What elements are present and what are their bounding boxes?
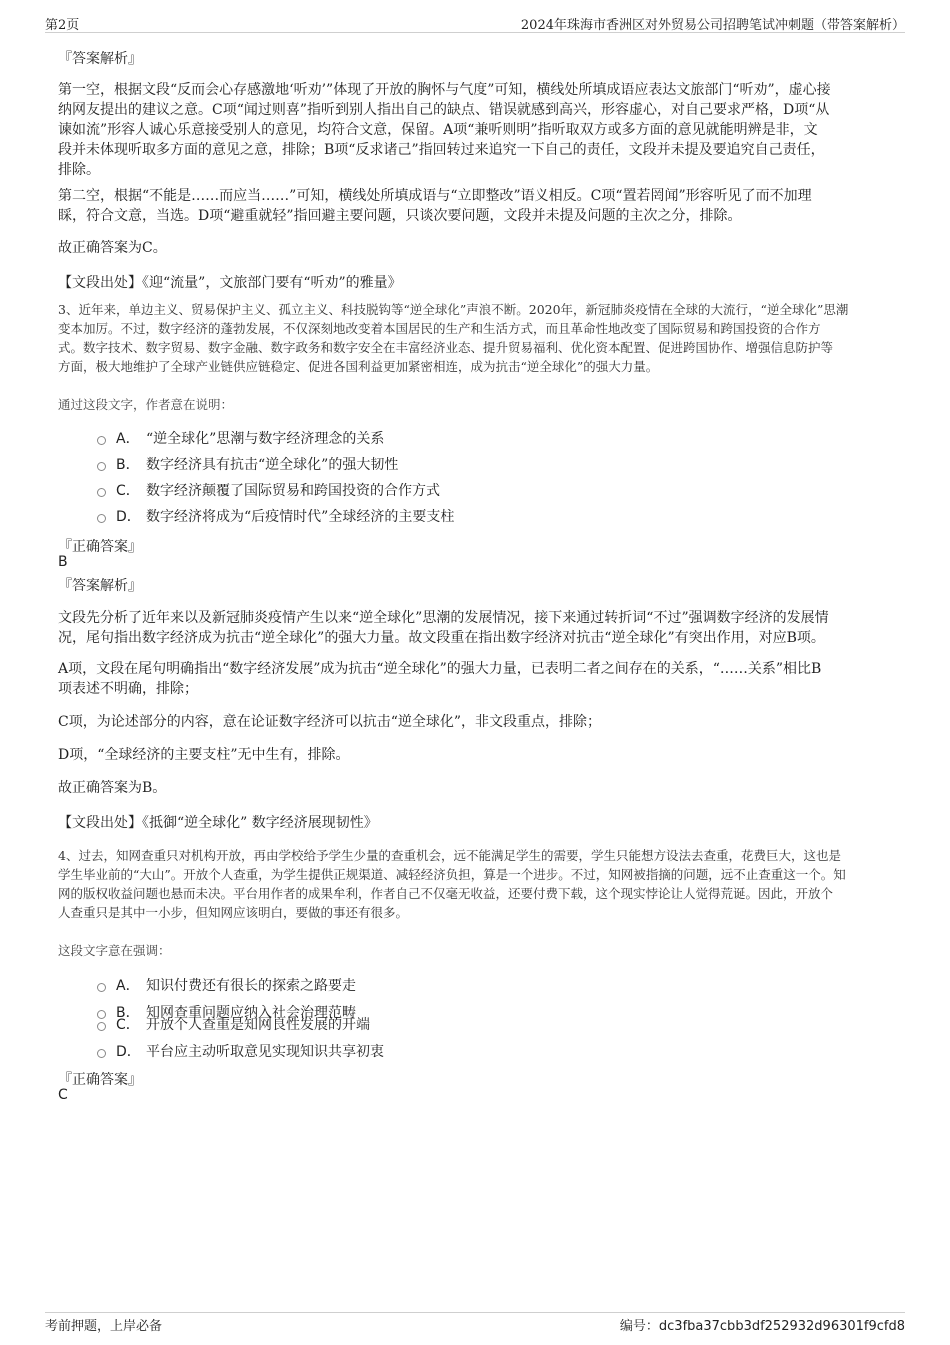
radio-icon[interactable]	[97, 983, 106, 992]
q3-prompt: 通过这段文字，作者意在说明：	[58, 397, 234, 412]
text-line: 网的版权收益问题也悬而未决。平台用作者的成果牟利，作者自己不仅毫无收益，还要付费下载，这个现实悖论让人觉得荒诞。因此，开放个	[58, 886, 834, 901]
text-line: 变本加厉。不过，数字经济的蓬勃发展，不仅深刻地改变着本国居民的生产和生活方式，而且革命性地改变了国际贸易和跨国投资的合作方	[58, 321, 821, 336]
option-text: 知识付费还有很长的探索之路要走	[146, 978, 356, 994]
text-line: 段并未体现听取多方面的意见之意，排除；B项“反求诸己”指回转过来追究一下自己的责任，文段并未提及要追究自己责任，	[58, 142, 825, 158]
q4-option-c[interactable]	[97, 1014, 370, 1034]
q3-option-d[interactable]	[97, 506, 454, 526]
q4-prompt: 这段文字意在强调：	[58, 943, 171, 958]
q3-analysis-1	[58, 608, 898, 648]
text-line: 纳网友提出的建议之意。C项“闻过则喜”指听到别人指出自己的缺点、错误就感到高兴，形容虚心，对自己要求严格，D项“从	[58, 102, 830, 118]
analysis-tag: 『答案解析』	[58, 578, 142, 594]
q4-option-a[interactable]	[97, 975, 356, 995]
option-text: 数字经济将成为“后疫情时代”全球经济的主要支柱	[146, 509, 455, 525]
q2-analysis-para1	[58, 80, 898, 180]
radio-icon[interactable]	[97, 436, 106, 445]
radio-icon[interactable]	[97, 514, 106, 523]
q3-source: 【文段出处】《抵御“逆全球化” 数字经济展现韧性》	[58, 815, 378, 831]
option-letter: C．	[116, 483, 140, 499]
text-line: A项，文段在尾句明确指出“数字经济发展”成为抗击“逆全球化”的强大力量，已表明二者之间存在的关系，“……关系”相比B	[58, 661, 822, 677]
q3-passage	[58, 300, 898, 376]
option-letter: B．	[116, 1005, 140, 1021]
text-line: 况，尾句指出数字经济成为抗击“逆全球化”的强大力量。故文段重在指出数字经济对抗击“逆全球化”有突出作用，对应B项。	[58, 630, 825, 646]
option-letter: A．	[116, 431, 140, 447]
text-line: 4、过去，知网查重只对机构开放，再由学校给予学生少量的查重机会，远不能满足学生的需要，学生只能想方设法去查重，花费巨大，这也是	[58, 848, 841, 863]
option-text: 数字经济具有抗击“逆全球化”的强大韧性	[146, 457, 399, 473]
text-line: 项表述不明确，排除；	[58, 681, 198, 697]
option-letter: D．	[116, 509, 141, 525]
text-line: 学生毕业前的“大山”。开放个人查重，为学生提供正规渠道、减轻经济负担，算是一个进步。不过，知网被指摘的问题，远不止查重这一个。知	[58, 867, 846, 882]
q3-conclusion: 故正确答案为B。	[58, 780, 167, 796]
text-line: 人查重只是其中一小步，但知网应该明白，要做的事还有很多。	[58, 905, 409, 920]
text-line: 睬，符合文意，当选。D项“避重就轻”指回避主要问题，只谈次要问题，文段并未提及问题的主次之分，排除。	[58, 208, 742, 224]
q3-option-b[interactable]	[97, 454, 398, 474]
option-text: 开放个人查重是知网良性发展的开端	[146, 1017, 370, 1033]
text-line: 方面，极大地维护了全球产业链供应链稳定、促进各国利益更加紧密相连，成为抗击“逆全球化”的强大力量。	[58, 359, 659, 374]
q2-analysis-para2	[58, 186, 898, 226]
option-text: “逆全球化”思潮与数字经济理念的关系	[146, 431, 385, 447]
q3-analysis-3: C项，为论述部分的内容，意在论证数字经济可以抗击“逆全球化”，非文段重点，排除；	[58, 714, 602, 730]
radio-icon[interactable]	[97, 1049, 106, 1058]
q3-analysis-2	[58, 659, 898, 699]
page-number: 第2页	[45, 18, 80, 33]
document-id-label: 编号：	[619, 1319, 659, 1334]
q4-option-d[interactable]	[97, 1041, 384, 1061]
text-line: 排除。	[58, 162, 100, 178]
analysis-tag: 『答案解析』	[58, 51, 142, 67]
document-id	[620, 1315, 905, 1334]
option-letter: B．	[116, 457, 140, 473]
q3-analysis-4: D项，“全球经济的主要支柱”无中生有，排除。	[58, 747, 350, 763]
text-line: 第二空，根据“不能是……而应当……”可知，横线处所填成语与“立即整改”语义相反。C项“置若罔闻”形容听见了而不加理	[58, 188, 812, 204]
option-text: 知网查重问题应纳入社会治理范畴	[146, 1005, 356, 1021]
text-line: 3、近年来，单边主义、贸易保护主义、孤立主义、科技脱钩等“逆全球化”声浪不断。2020年，新冠肺炎疫情在全球的大流行，“逆全球化”思潮	[58, 302, 849, 317]
q2-conclusion: 故正确答案为C。	[58, 240, 167, 256]
correct-answer-tag: 『正确答案』	[58, 539, 142, 555]
footer-slogan: 考前押题，上岸必备	[45, 1319, 163, 1334]
correct-answer: B	[58, 554, 68, 570]
q4-passage	[58, 846, 898, 922]
q3-option-a[interactable]	[97, 428, 384, 448]
radio-icon[interactable]	[97, 1022, 106, 1031]
text-line: 谏如流”形容人诚心乐意接受别人的意见，均符合文意，保留。A项“兼听则明”指听取双方或多方面的意见就能明辨是非，文	[58, 122, 818, 138]
radio-icon[interactable]	[97, 488, 106, 497]
text-line: 式。数字技术、数字贸易、数字金融、数字政务和数字安全在丰富经济业态、提升贸易福利、优化资本配置、促进跨国协作、增强信息防护等	[58, 340, 834, 355]
correct-answer-tag: 『正确答案』	[58, 1072, 142, 1088]
correct-answer: C	[58, 1087, 68, 1103]
q3-option-c[interactable]	[97, 480, 440, 500]
text-line: 第一空，根据文段“反而会心存感激地‘听劝’”体现了开放的胸怀与气度”可知，横线处所填成语应表达文旅部门“听劝”，虚心接	[58, 82, 831, 98]
option-text: 平台应主动听取意见实现知识共享初衷	[146, 1044, 384, 1060]
option-text: 数字经济颠覆了国际贸易和跨国投资的合作方式	[146, 483, 440, 499]
document-id-code: dc3fba37cbb3df252932d96301f9cfd8	[658, 1319, 905, 1334]
option-letter: D．	[116, 1044, 141, 1060]
text-line: 文段先分析了近年来以及新冠肺炎疫情产生以来“逆全球化”思潮的发展情况，接下来通过转折词“不过”强调数字经济的发展情	[58, 610, 829, 626]
radio-icon[interactable]	[97, 462, 106, 471]
document-title: 2024年珠海市香洲区对外贸易公司招聘笔试冲刺题（带答案解析）	[520, 18, 905, 33]
page-header	[45, 12, 905, 33]
page-footer	[45, 1312, 905, 1334]
q2-source: 【文段出处】《迎“流量”，文旅部门要有“听劝”的雅量》	[58, 275, 402, 291]
option-letter: A．	[116, 978, 140, 994]
option-letter: C．	[116, 1017, 140, 1033]
